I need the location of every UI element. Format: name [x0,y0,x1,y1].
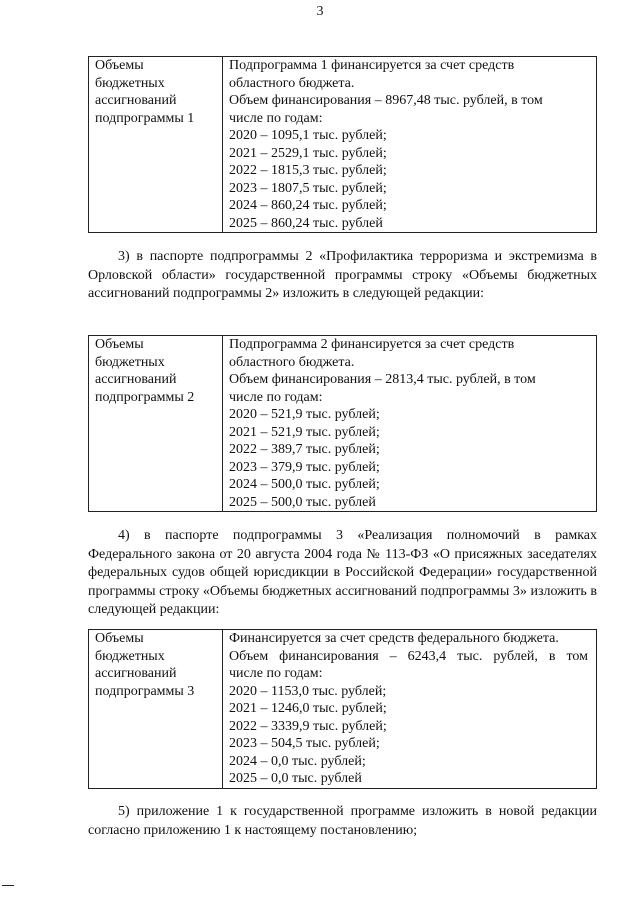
table-content-cell [223,630,597,789]
label-line: подпрограммы 3 [95,683,195,699]
content-line: 2020 – 1153,0 тыс. рублей; [229,683,387,699]
table-content-cell [223,336,597,512]
page-number: 3 [316,4,324,19]
label-line: ассигнований [95,372,177,387]
scan-edge-mark [2,885,14,886]
content-line: Объем финансирования – 8967,48 тыс. рублей, в том [229,93,543,108]
content-line: Объем финансирования – 2813,4 тыс. рублей, в том [229,372,536,387]
label-line: бюджетных [95,648,165,664]
content-line: 2024 – 0,0 тыс. рублей; [229,753,366,769]
content-line: Объем финансирования – 6243,4 тыс. рублей, в том [229,648,588,664]
content-line: 2022 – 3339,9 тыс. рублей; [229,718,387,734]
content-line: 2024 – 860,24 тыс. рублей; [229,198,387,213]
content-line: 2021 – 521,9 тыс. рублей; [229,424,380,440]
label-line: Объемы [95,631,144,646]
content-line: 2020 – 521,9 тыс. рублей; [229,407,380,422]
content-line: 2022 – 389,7 тыс. рублей; [229,442,380,457]
budget-table-subprogram-3 [88,629,597,789]
content-line: 2021 – 2529,1 тыс. рублей; [229,145,387,161]
paragraph-item-5: 5) приложение 1 к государственной программе изложить в новой редакции согласно приложению 1 к настоящему постановлению; [88,804,597,838]
content-line: 2023 – 504,5 тыс. рублей; [229,736,380,751]
label-line: подпрограммы 1 [95,110,195,126]
content-line: 2021 – 1246,0 тыс. рублей; [229,701,387,716]
paragraph-item-3: 3) в паспорте подпрограммы 2 «Профилактика терроризма и экстремизма в Орловской области» государственной программы строку «Объемы бюджетных ассигнований подпрограммы 2» изложить в следующей редакции: [88,249,597,301]
label-line: ассигнований [95,93,177,108]
content-line: 2025 – 860,24 тыс. рублей [229,215,383,231]
content-line: числе по годам: [229,389,323,405]
content-line: Подпрограмма 2 финансируется за счет средств [229,337,515,352]
paragraph-item-4: 4) в паспорте подпрограммы 3 «Реализация полномочий в рамках Федерального закона от 20 августа 2004 года № 113-ФЗ «О присяжных заседателях федеральных судов общей юрисдикции в Российской Федерации» государственной программы строку «Объемы бюджетных ассигнований подпрограммы 3» изложить в следующей редакции: [88,528,597,617]
content-line: числе по годам: [229,110,323,126]
content-line: 2023 – 379,9 тыс. рублей; [229,459,380,475]
budget-table-subprogram-2 [88,335,597,512]
content-line: 2024 – 500,0 тыс. рублей; [229,477,380,492]
label-line: бюджетных [95,75,165,91]
label-line: Объемы [95,337,144,352]
label-line: Объемы [95,58,144,73]
content-line: областного бюджета. [229,75,355,91]
table-label-cell [89,57,223,233]
content-line: Подпрограмма 1 финансируется за счет средств [229,58,515,73]
content-line: 2025 – 0,0 тыс. рублей [229,771,362,786]
table-label-cell [89,630,223,789]
table-label-cell [89,336,223,512]
content-line: 2025 – 500,0 тыс. рублей [229,494,376,510]
budget-table-subprogram-1 [88,56,597,233]
content-line: областного бюджета. [229,354,355,370]
content-line: 2020 – 1095,1 тыс. рублей; [229,128,387,143]
content-line: числе по годам: [229,666,323,681]
content-line: 2022 – 1815,3 тыс. рублей; [229,163,387,178]
label-line: подпрограммы 2 [95,389,195,405]
label-line: ассигнований [95,666,177,681]
content-line: Финансируется за счет средств федерального бюджета. [229,631,559,646]
table-content-cell [223,57,597,233]
label-line: бюджетных [95,354,165,370]
content-line: 2023 – 1807,5 тыс. рублей; [229,180,387,196]
